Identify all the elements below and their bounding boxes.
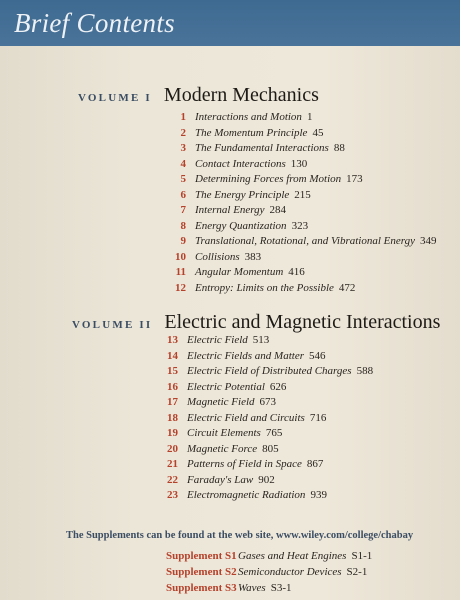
supplement-title: Waves bbox=[238, 582, 266, 594]
chapter-entry bbox=[162, 333, 373, 349]
chapter-title: Faraday's Law bbox=[187, 473, 254, 486]
chapter-title: Internal Energy bbox=[195, 204, 265, 216]
chapter-entry bbox=[162, 380, 373, 396]
chapter-title: Circuit Elements bbox=[187, 427, 261, 439]
chapter-entry bbox=[162, 349, 373, 365]
chapter-title: Magnetic Field bbox=[187, 396, 255, 408]
chapter-entry bbox=[170, 281, 437, 297]
chapter-number: 20 bbox=[167, 442, 178, 455]
chapter-number: 5 bbox=[180, 173, 186, 185]
chapter-number: 22 bbox=[167, 473, 178, 486]
chapter-page: 513 bbox=[252, 334, 270, 346]
chapter-page: 902 bbox=[258, 473, 275, 486]
supplement-page: S3-1 bbox=[270, 582, 292, 594]
chapter-number: 16 bbox=[167, 380, 178, 393]
page-title: Brief Contents bbox=[14, 8, 175, 38]
chapter-title: Angular Momentum bbox=[195, 266, 284, 278]
chapter-title: Translational, Rotational, and Vibrational Energy bbox=[195, 235, 416, 247]
chapter-page: 323 bbox=[291, 219, 309, 232]
chapter-entry bbox=[170, 126, 437, 142]
chapter-page: 416 bbox=[288, 266, 305, 278]
chapter-entry bbox=[170, 265, 437, 281]
supplement-title: Semiconductor Devices bbox=[238, 566, 342, 578]
supplement-page: S2-1 bbox=[346, 566, 368, 578]
chapter-entry bbox=[162, 364, 373, 380]
chapter-page: 588 bbox=[356, 365, 374, 377]
chapter-number: 19 bbox=[167, 427, 178, 439]
volume-1-heading bbox=[78, 84, 319, 107]
chapter-page: 939 bbox=[310, 489, 327, 501]
volume-1-chapter-list bbox=[170, 110, 437, 296]
chapter-page: 215 bbox=[294, 188, 311, 201]
volume-2-heading bbox=[72, 311, 440, 334]
chapter-number: 13 bbox=[167, 334, 178, 346]
chapter-number: 8 bbox=[180, 219, 186, 232]
chapter-title: The Fundamental Interactions bbox=[195, 142, 329, 154]
chapter-entry bbox=[162, 473, 373, 489]
chapter-entry bbox=[162, 488, 373, 504]
chapter-number: 1 bbox=[180, 111, 186, 123]
chapter-title: Contact Interactions bbox=[195, 157, 286, 170]
chapter-entry bbox=[162, 442, 373, 458]
volume-2-title: Electric and Magnetic Interactions bbox=[164, 311, 441, 333]
chapter-number: 6 bbox=[180, 188, 186, 201]
chapter-entry bbox=[170, 141, 437, 157]
chapter-page: 88 bbox=[333, 142, 345, 154]
chapter-number: 18 bbox=[167, 411, 178, 424]
supplements-list bbox=[166, 548, 372, 596]
chapter-number: 14 bbox=[167, 349, 178, 362]
chapter-entry bbox=[170, 219, 437, 235]
chapter-page: 867 bbox=[306, 458, 324, 470]
chapter-entry bbox=[170, 172, 437, 188]
volume-2-label: VOLUME II bbox=[72, 319, 153, 331]
header-banner bbox=[0, 0, 460, 46]
chapter-number: 21 bbox=[167, 458, 178, 470]
chapter-number: 15 bbox=[167, 365, 178, 377]
supplement-label: Supplement S1 bbox=[166, 550, 237, 562]
chapter-title: Patterns of Field in Space bbox=[187, 458, 302, 470]
chapter-number: 3 bbox=[180, 142, 186, 154]
chapter-number: 9 bbox=[180, 235, 186, 247]
chapter-title: The Energy Principle bbox=[195, 188, 290, 201]
chapter-number: 2 bbox=[180, 126, 186, 139]
supplement-title: Gases and Heat Engines bbox=[238, 550, 347, 562]
chapter-page: 805 bbox=[262, 442, 279, 455]
chapter-page: 472 bbox=[338, 281, 356, 294]
chapter-title: Electric Field of Distributed Charges bbox=[187, 365, 352, 377]
chapter-title: Electric Field bbox=[187, 334, 248, 346]
supplement-entry bbox=[166, 564, 372, 580]
supplements-note: The Supplements can be found at the web site, www.wiley.com/college/chabay bbox=[66, 530, 414, 541]
supplement-entry bbox=[166, 580, 372, 596]
supplement-entry bbox=[166, 548, 372, 564]
chapter-number: 7 bbox=[180, 204, 186, 216]
chapter-title: Collisions bbox=[195, 250, 240, 263]
chapter-entry bbox=[170, 234, 437, 250]
chapter-number: 11 bbox=[175, 266, 186, 278]
chapter-number: 4 bbox=[180, 157, 186, 170]
chapter-title: Interactions and Motion bbox=[195, 111, 302, 123]
chapter-title: Electric Potential bbox=[187, 380, 265, 393]
chapter-title: Magnetic Force bbox=[187, 442, 258, 455]
chapter-page: 546 bbox=[309, 349, 326, 362]
chapter-entry bbox=[162, 426, 373, 442]
chapter-title: Entropy: Limits on the Possible bbox=[195, 281, 334, 294]
chapter-title: Energy Quantization bbox=[195, 219, 287, 232]
chapter-title: Electric Fields and Matter bbox=[187, 349, 304, 362]
supplement-label: Supplement S3 bbox=[166, 582, 237, 594]
volume-1-title: Modern Mechanics bbox=[163, 84, 319, 106]
chapter-entry bbox=[170, 203, 437, 219]
chapter-page: 173 bbox=[346, 173, 363, 185]
chapter-title: Determining Forces from Motion bbox=[195, 173, 342, 185]
chapter-entry bbox=[162, 457, 373, 473]
chapter-entry bbox=[170, 110, 437, 126]
chapter-number: 12 bbox=[175, 281, 186, 294]
supplement-page: S1-1 bbox=[351, 550, 373, 562]
chapter-entry bbox=[170, 157, 437, 173]
chapter-page: 383 bbox=[244, 250, 262, 263]
chapter-page: 284 bbox=[269, 204, 287, 216]
chapter-page: 716 bbox=[309, 411, 327, 424]
chapter-title: Electromagnetic Radiation bbox=[187, 489, 306, 501]
chapter-page: 130 bbox=[290, 157, 308, 170]
chapter-page: 765 bbox=[265, 427, 283, 439]
chapter-title: The Momentum Principle bbox=[195, 126, 308, 139]
chapter-page: 45 bbox=[312, 126, 324, 139]
chapter-page: 626 bbox=[269, 380, 287, 393]
chapter-number: 17 bbox=[167, 396, 178, 408]
chapter-page: 349 bbox=[420, 235, 437, 247]
chapter-entry bbox=[162, 395, 373, 411]
chapter-page: 1 bbox=[306, 111, 313, 123]
chapter-entry bbox=[170, 188, 437, 204]
volume-2-chapter-list bbox=[162, 333, 373, 504]
chapter-number: 23 bbox=[167, 489, 178, 501]
chapter-entry bbox=[170, 250, 437, 266]
chapter-number: 10 bbox=[175, 250, 186, 263]
volume-1-label: VOLUME I bbox=[78, 92, 152, 104]
chapter-page: 673 bbox=[259, 396, 277, 408]
chapter-title: Electric Field and Circuits bbox=[187, 411, 305, 424]
supplement-label: Supplement S2 bbox=[166, 566, 237, 578]
chapter-entry bbox=[162, 411, 373, 427]
